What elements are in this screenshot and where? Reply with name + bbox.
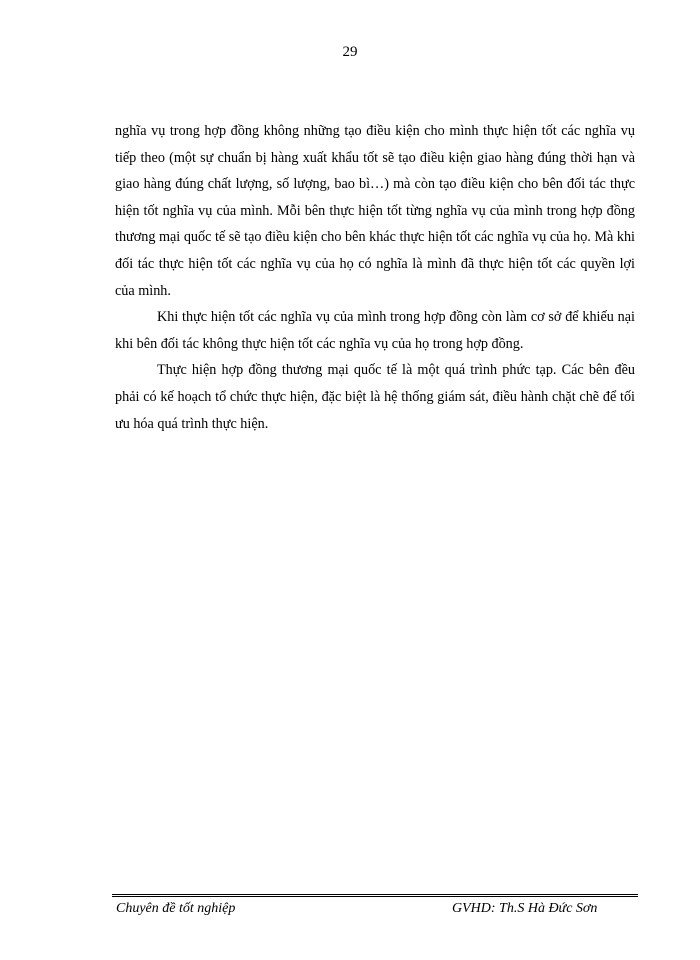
paragraph-contract-process: Thực hiện hợp đồng thương mại quốc tế là một quá trình phức tạp. Các bên đều phải có kế hoạch tổ chức thực hiện, đặc biệt là hệ thống giám sát, điều hành chặt chẽ để tối ưu hóa quá trình thực hiện. [115,362,635,432]
footer-advisor: GVHD: Th.S Hà Đức Sơn [452,901,598,916]
paragraph-complaint-basis: Khi thực hiện tốt các nghĩa vụ của mình trong hợp đồng còn làm cơ sở để khiếu nại khi bên đối tác không thực hiện tốt các nghĩa vụ của họ trong hợp đồng. [115,309,635,352]
page-number: 29 [342,44,358,60]
paragraph-continuation: nghĩa vụ trong hợp đồng không những tạo điều kiện cho mình thực hiện tốt các nghĩa vụ tiếp theo (một sự chuẩn bị hàng xuất khẩu tốt sẽ tạo điều kiện giao hàng đúng thời hạn và giao hàng đúng chất lượng, số lượng, bao bì…) mà còn tạo điều kiện cho bên đối tác thực hiện tốt nghĩa vụ của mình. Mỗi bên thực hiện tốt từng nghĩa vụ của mình trong hợp đồng thương mại quốc tế sẽ tạo điều kiện cho bên khác thực hiện tốt các nghĩa vụ của họ. Mà khi đối tác thực hiện tốt các nghĩa vụ của họ có nghĩa là mình đã thực hiện tốt các quyền lợi của mình. [115,123,635,299]
body-text [115,118,635,437]
footer-thesis-label: Chuyên đề tốt nghiệp [116,901,236,916]
footer-divider [112,894,638,898]
